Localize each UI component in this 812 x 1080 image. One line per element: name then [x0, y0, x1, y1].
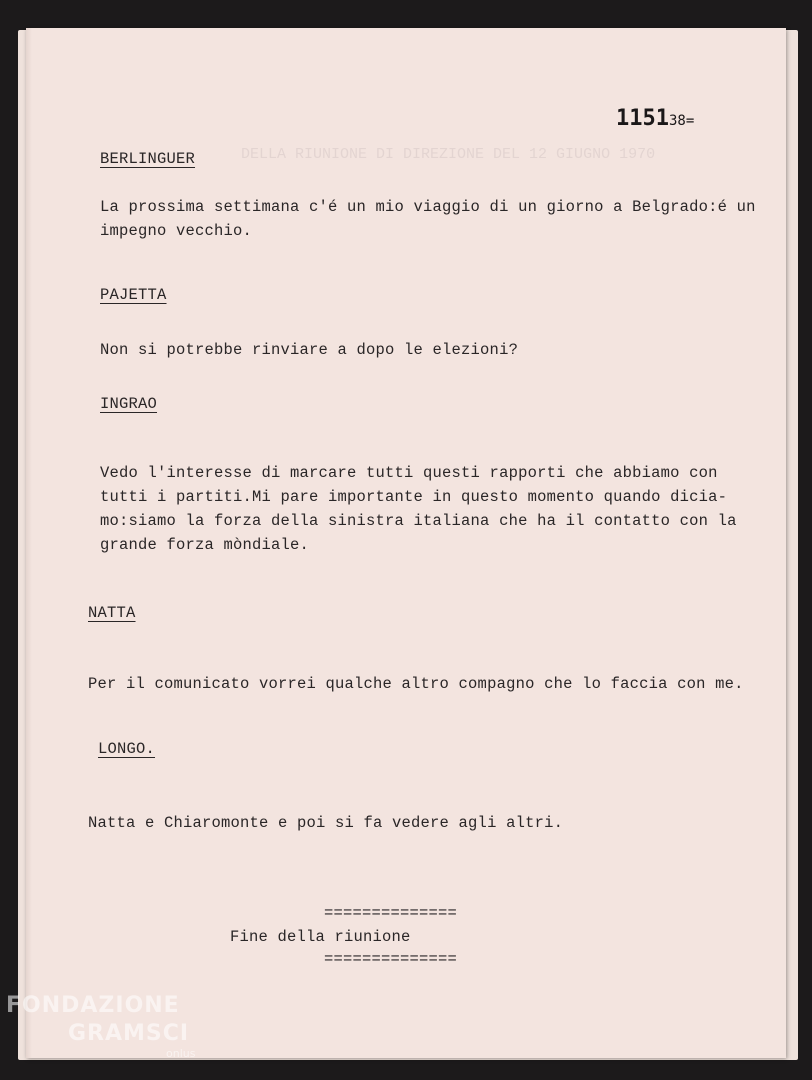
text-line: grande forza mòndiale. [100, 536, 310, 554]
speaker-pajetta: PAJETTA [100, 286, 167, 304]
watermark-logo: FONDAZIONE GRAMSCI onlus [6, 993, 196, 1060]
closing-rule-top: ============== [324, 904, 458, 922]
text-line: Natta e Chiaromonte e poi si fa vedere agli altri. [88, 814, 564, 832]
text-line: impegno vecchio. [100, 222, 253, 240]
text-line: tutti i partiti.Mi pare importante in questo momento quando dicia- [100, 488, 728, 506]
text-line: Non si potrebbe rinviare a dopo le elezioni? [100, 341, 519, 359]
text-line: La prossima settimana c'é un mio viaggio di un giorno a Belgrado:é un [100, 198, 756, 216]
page-number-suffix: 38= [668, 113, 695, 129]
speaker-longo: LONGO. [98, 740, 156, 758]
speaker-natta: NATTA [88, 604, 136, 622]
closing-text: Fine della riunione [230, 928, 411, 946]
page-number: 115138= [616, 106, 695, 131]
closing-rule-bottom: ============== [324, 950, 458, 968]
text-line: mo:siamo la forza della sinistra italiana che ha il contatto con la [100, 512, 737, 530]
text-line: Vedo l'interesse di marcare tutti questi rapporti che abbiamo con [100, 464, 718, 482]
text-line: Per il comunicato vorrei qualche altro compagno che lo faccia con me. [88, 675, 744, 693]
page-fold [26, 28, 32, 1058]
speaker-ingrao: INGRAO [100, 395, 158, 413]
document-page [26, 28, 786, 1058]
speaker-berlinguer: BERLINGUER [100, 150, 196, 168]
bleed-through-text: DELLA RIUNIONE DI DIREZIONE DEL 12 GIUGNO 1970 [196, 146, 656, 163]
